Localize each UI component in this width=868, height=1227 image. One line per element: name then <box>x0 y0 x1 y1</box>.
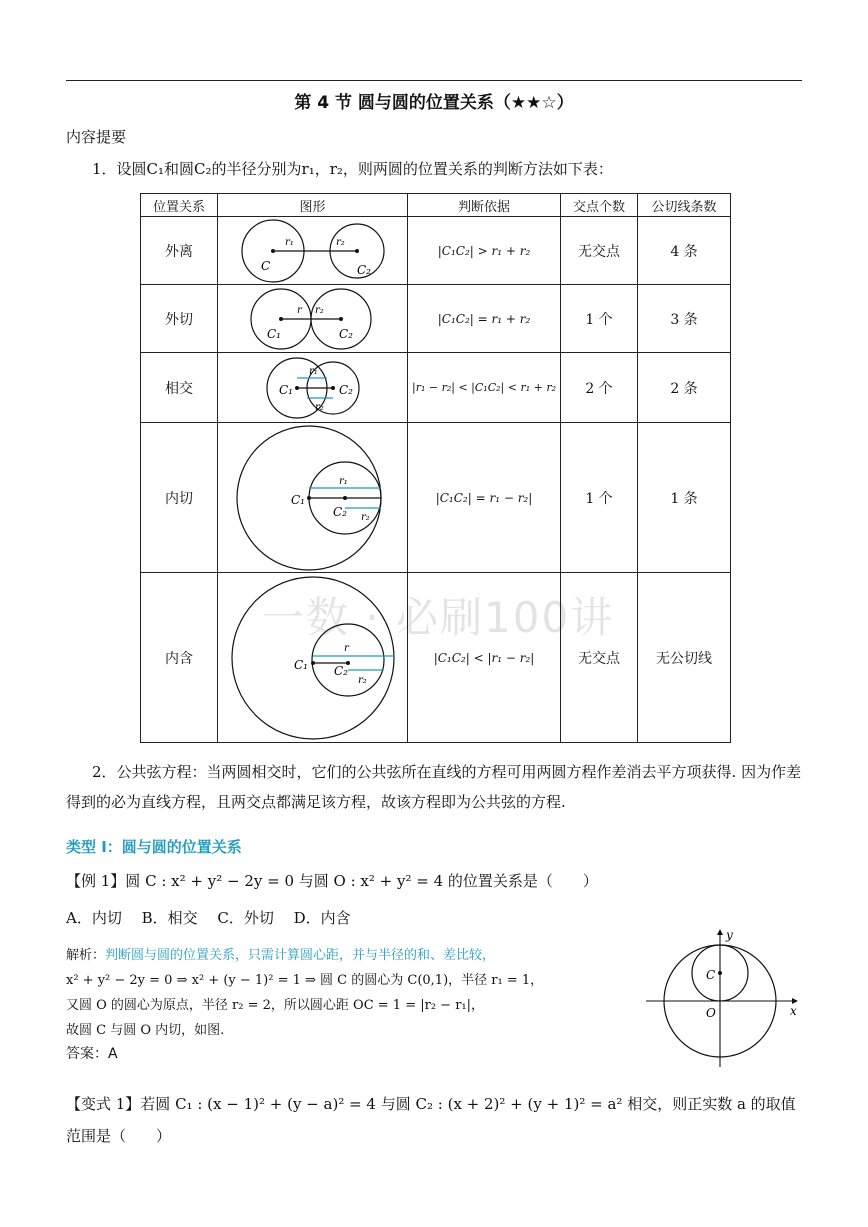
figure-cell <box>218 353 408 423</box>
label-c2: C₂ <box>333 663 348 678</box>
label-c2: C₂ <box>332 504 347 519</box>
table-header-row <box>141 194 731 217</box>
label-c1: C₁ <box>266 326 281 341</box>
example-1-options: A．内切 B．相交 C．外切 D．内含 <box>66 909 351 927</box>
figure-cell <box>218 285 408 353</box>
label-c2: C₂ <box>356 262 371 277</box>
contained-circles-figure <box>228 575 398 741</box>
relation-cell: 相交 <box>141 353 218 423</box>
intersecting-circles-figure <box>253 354 373 422</box>
label-r1: r₁ <box>308 365 318 377</box>
table-row <box>141 285 731 353</box>
variant-1-question: 【变式 1】若圆 C₁ : (x − 1)² + (y − a)² = 4 与圆 C₂ : (x + 2)² + (y + 1)² = a² 相交，则正实数 a 的取值范围是（ ） <box>66 1095 796 1145</box>
solution-hint: 判断圆与圆的位置关系，只需计算圆心距，并与半径的和、差比较， <box>105 948 496 963</box>
externally-tangent-figure <box>243 286 383 352</box>
page-title: 第 4 节 圆与圆的位置关系（★★☆） <box>294 93 574 113</box>
coordinate-circles-figure <box>640 925 800 1070</box>
label-r2: r₂ <box>360 511 370 523</box>
points-cell: 2 个 <box>561 353 638 423</box>
solution-label: 解析： <box>66 948 106 963</box>
points-cell: 1 个 <box>561 423 638 573</box>
header-criterion: 判断依据 <box>408 194 561 217</box>
tangents-cell: 2 条 <box>638 353 731 423</box>
solution-line-3: 又圆 O 的圆心为原点，半径 r₂ = 2，所以圆心距 OC = 1 = |r₂ − r₁|， <box>66 998 484 1013</box>
answer: 答案：A <box>66 1046 118 1062</box>
label-c2: C₂ <box>338 326 353 341</box>
point-label-o: O <box>706 1006 716 1020</box>
table-row <box>141 217 731 285</box>
type-1-heading: 类型 Ⅰ：圆与圆的位置关系 <box>66 838 242 856</box>
table-row <box>141 353 731 423</box>
label-r2: r₂ <box>335 236 345 248</box>
point-label-c: C <box>706 968 716 982</box>
header-relation: 位置关系 <box>141 194 218 217</box>
label-r2: r₂ <box>314 304 324 316</box>
figure-cell <box>218 423 408 573</box>
label-c1: C₁ <box>290 492 305 507</box>
header-tangents: 公切线条数 <box>638 194 731 217</box>
header-figure: 图形 <box>218 194 408 217</box>
relation-cell: 内含 <box>141 573 218 743</box>
example-1-figure <box>640 925 800 1074</box>
example-1-question: 【例 1】圆 C : x² + y² − 2y = 0 与圆 O : x² + y² = 4 的位置关系是（ ） <box>66 872 598 890</box>
label-c1: C₁ <box>278 382 293 397</box>
tangents-cell: 4 条 <box>638 217 731 285</box>
solution-line-2: x² + y² − 2y = 0 ⇒ x² + (y − 1)² = 1 ⇒ 圆 C 的圆心为 C(0,1)，半径 r₁ = 1， <box>66 973 544 988</box>
table-row <box>141 573 731 743</box>
label-c1: C <box>260 258 270 273</box>
criterion-cell: |C₁C₂| > r₁ + r₂ <box>408 217 561 285</box>
tangents-cell: 无公切线 <box>638 573 731 743</box>
label-c2: C₂ <box>338 382 353 397</box>
tangents-cell: 1 条 <box>638 423 731 573</box>
label-r1: r₁ <box>284 236 294 248</box>
label-r2: r₂ <box>357 674 367 686</box>
label-r1: r₁ <box>338 475 348 487</box>
table-row <box>141 423 731 573</box>
label-r: r <box>343 642 349 654</box>
criterion-cell: |r₁ − r₂| < |C₁C₂| < r₁ + r₂ <box>408 353 561 423</box>
figure-cell <box>218 217 408 285</box>
section-label: 内容提要 <box>66 128 127 146</box>
top-rule <box>66 80 802 81</box>
label-c1: C₁ <box>293 657 308 672</box>
points-cell: 无交点 <box>561 217 638 285</box>
solution-line-4: 故圆 C 与圆 O 内切，如图. <box>66 1023 225 1038</box>
tangents-cell: 3 条 <box>638 285 731 353</box>
separate-circles-figure <box>233 218 393 284</box>
point-2-text: 2．公共弦方程：当两圆相交时，它们的公共弦所在直线的方程可用两圆方程作差消去平方项获得. 因为作差得到的必为直线方程，且两交点都满足该方程，故该方程即为公共弦的方程. <box>66 763 802 811</box>
watermark: 一数 · 必刷100讲 <box>262 593 615 642</box>
internally-tangent-figure <box>233 424 393 572</box>
point-1-text: 1．设圆C₁和圆C₂的半径分别为r₁，r₂，则两圆的位置关系的判断方法如下表： <box>92 160 613 178</box>
criterion-cell: |C₁C₂| = r₁ + r₂ <box>408 285 561 353</box>
solution-block <box>66 943 626 1043</box>
points-cell: 1 个 <box>561 285 638 353</box>
criterion-cell: |C₁C₂| < |r₁ − r₂| <box>408 573 561 743</box>
label-r: r <box>296 304 302 316</box>
points-cell: 无交点 <box>561 573 638 743</box>
axis-label-y: y <box>726 928 733 942</box>
relation-cell: 外切 <box>141 285 218 353</box>
header-points: 交点个数 <box>561 194 638 217</box>
solution-line-1 <box>66 943 626 968</box>
axis-label-x: x <box>790 1004 797 1018</box>
figure-cell <box>218 573 408 743</box>
relation-cell: 外离 <box>141 217 218 285</box>
relation-table <box>140 193 731 743</box>
relation-cell: 内切 <box>141 423 218 573</box>
criterion-cell: |C₁C₂| = r₁ − r₂| <box>408 423 561 573</box>
label-r2: r₂ <box>314 401 324 413</box>
